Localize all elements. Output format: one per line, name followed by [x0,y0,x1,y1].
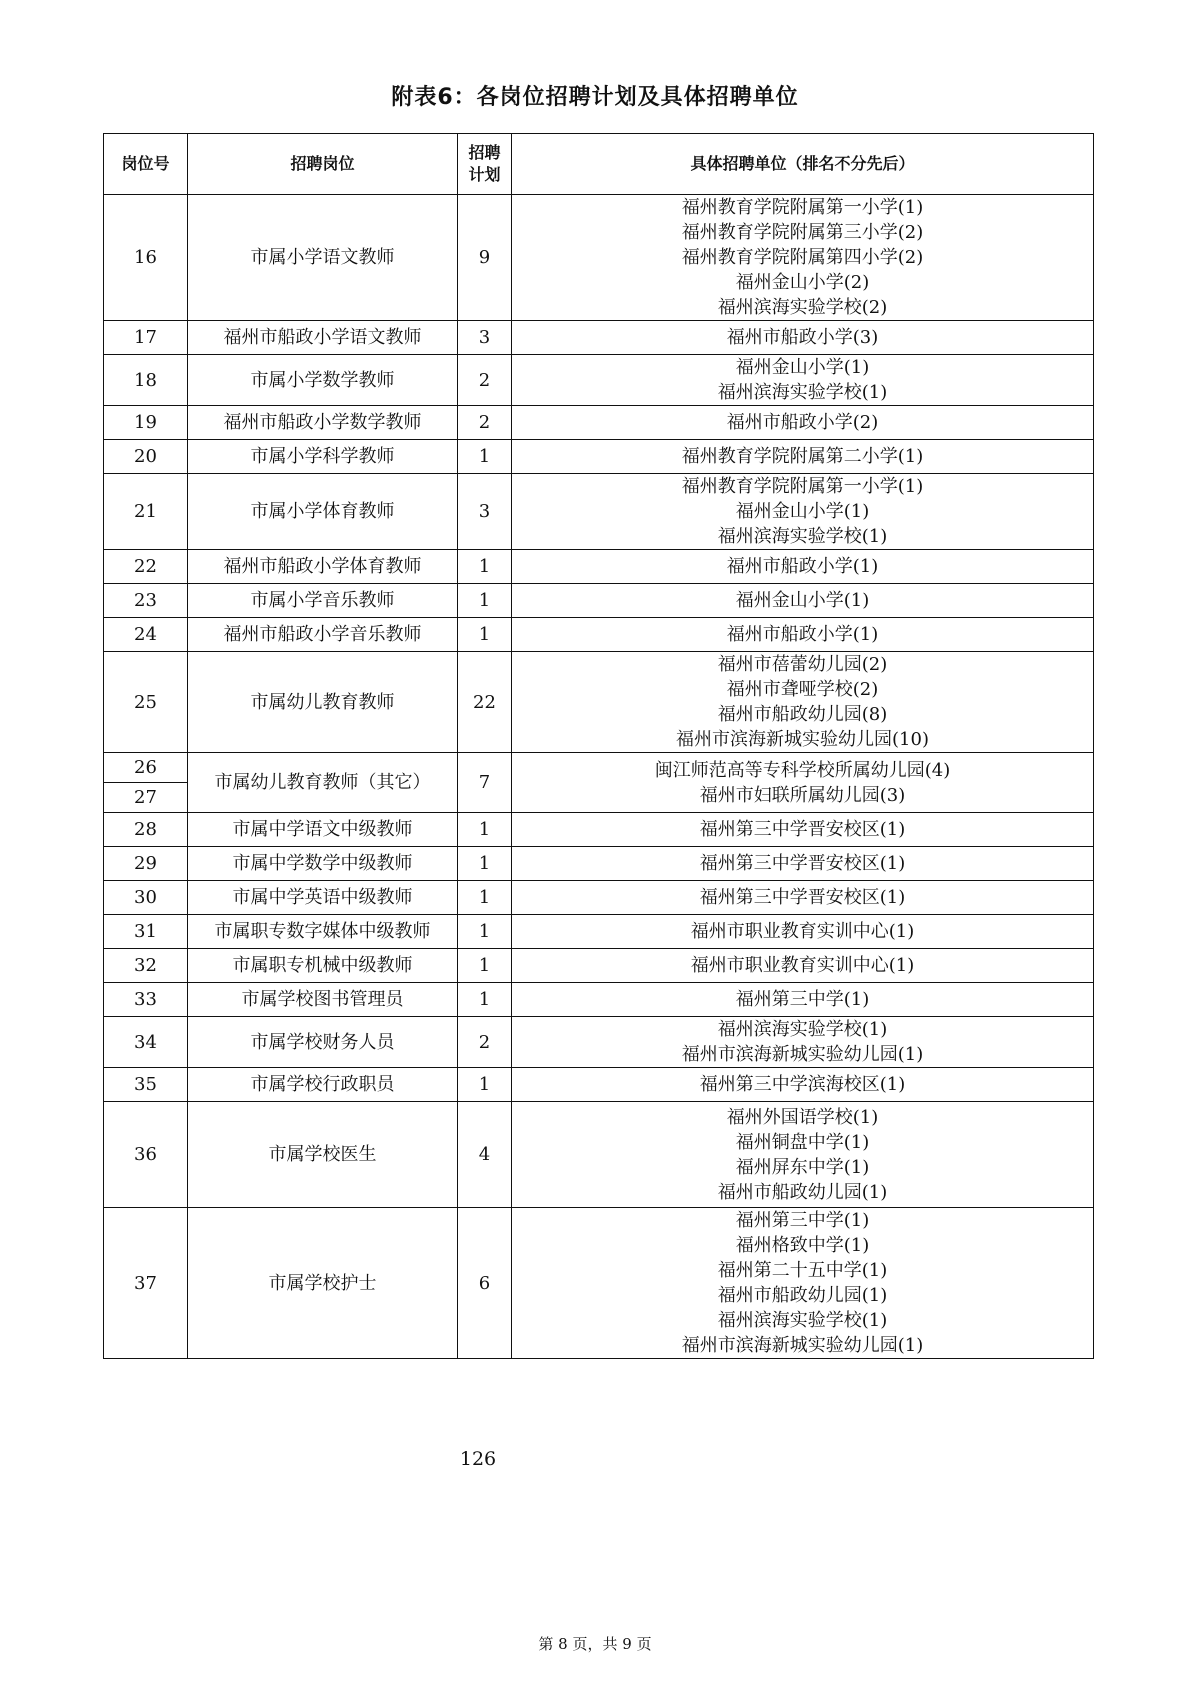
unit-item: 福州教育学院附属第三小学(2) [681,222,924,243]
unit-item: 福州教育学院附属第一小学(1) [681,197,924,218]
units-cell [512,881,1094,915]
unit-item: 福州铜盘中学(1) [735,1131,870,1153]
unit-item: 福州第二十五中学(1) [717,1260,888,1281]
unit-item: 福州滨海实验学校(1) [717,382,888,403]
unit-item: 福州市船政幼儿园(1) [717,1285,888,1306]
plan-cell: 2 [458,406,512,440]
unit-item: 福州滨海实验学校(1) [717,526,888,547]
plan-cell: 1 [458,550,512,584]
post-no-cell: 31 [104,915,188,949]
unit-item: 福州市滨海新城实验幼儿园(1) [681,1044,924,1065]
plan-cell: 1 [458,618,512,652]
unit-item: 福州市聋哑学校(2) [726,679,879,700]
plan-cell: 1 [458,915,512,949]
unit-item: 福州教育学院附属第二小学(1) [681,446,924,467]
header-units: 具体招聘单位（排名不分先后） [512,134,1094,195]
table-row [104,195,1094,321]
table-row [104,652,1094,753]
table-row [104,584,1094,618]
units-cell [512,1017,1094,1068]
plan-cell: 1 [458,813,512,847]
post-no-cell: 35 [104,1068,188,1102]
plan-cell: 1 [458,440,512,474]
plan-cell: 1 [458,584,512,618]
post-cell: 市属小学音乐教师 [188,584,458,618]
post-cell: 市属幼儿教育教师（其它） [188,753,458,813]
table-row [104,1017,1094,1068]
units-cell [512,1068,1094,1102]
post-no-cell: 21 [104,474,188,550]
unit-item: 福州金山小学(1) [735,357,870,378]
post-no-cell: 29 [104,847,188,881]
post-cell: 市属学校财务人员 [188,1017,458,1068]
post-no-cell: 30 [104,881,188,915]
table-row [104,949,1094,983]
units-cell [512,355,1094,406]
units-cell [512,406,1094,440]
post-cell: 市属中学语文中级教师 [188,813,458,847]
table-row [104,813,1094,847]
units-cell [512,618,1094,652]
post-cell: 市属学校图书管理员 [188,983,458,1017]
unit-item: 福州市妇联所属幼儿园(3) [699,784,906,806]
table-row [104,753,1094,783]
plan-cell: 6 [458,1208,512,1359]
unit-item: 福州市船政小学(1) [726,556,879,577]
table-row [104,406,1094,440]
plan-cell: 22 [458,652,512,753]
table-row [104,321,1094,355]
table-row [104,847,1094,881]
units-cell [512,584,1094,618]
units-cell [512,753,1094,813]
unit-item: 福州市职业教育实训中心(1) [690,921,915,942]
units-cell [512,474,1094,550]
post-no-cell: 16 [104,195,188,321]
post-cell: 福州市船政小学音乐教师 [188,618,458,652]
post-cell: 市属中学英语中级教师 [188,881,458,915]
unit-item: 福州滨海实验学校(1) [717,1310,888,1331]
post-cell: 市属中学数学中级教师 [188,847,458,881]
table-row [104,1102,1094,1208]
units-cell [512,440,1094,474]
plan-cell: 1 [458,881,512,915]
post-no-cell: 18 [104,355,188,406]
post-no-cell: 19 [104,406,188,440]
table-row [104,355,1094,406]
post-cell: 市属职专机械中级教师 [188,949,458,983]
plan-cell: 1 [458,949,512,983]
unit-item: 福州屏东中学(1) [735,1156,870,1178]
units-cell [512,847,1094,881]
post-cell: 市属小学数学教师 [188,355,458,406]
post-cell: 市属学校行政职员 [188,1068,458,1102]
unit-item: 福州市职业教育实训中心(1) [690,955,915,976]
table-row [104,1068,1094,1102]
page-title: 附表6：各岗位招聘计划及具体招聘单位 [391,85,799,110]
unit-item: 福州市船政小学(1) [726,624,879,645]
table-row [104,474,1094,550]
post-cell: 福州市船政小学语文教师 [188,321,458,355]
units-cell [512,195,1094,321]
header-post-no: 岗位号 [104,134,188,195]
unit-item: 福州第三中学滨海校区(1) [699,1074,906,1095]
post-no-cell: 36 [104,1102,188,1208]
table-row [104,915,1094,949]
post-cell: 福州市船政小学数学教师 [188,406,458,440]
units-cell [512,983,1094,1017]
post-no-cell: 27 [104,783,188,813]
unit-item: 福州格致中学(1) [735,1235,870,1256]
unit-item: 福州第三中学晋安校区(1) [699,819,906,840]
table-row [104,550,1094,584]
unit-item: 福州市船政小学(2) [726,412,879,433]
post-no-cell: 26 [104,753,188,783]
post-no-cell: 33 [104,983,188,1017]
post-cell: 福州市船政小学体育教师 [188,550,458,584]
unit-item: 福州市船政小学(3) [726,327,879,348]
post-no-cell: 20 [104,440,188,474]
plan-cell: 2 [458,1017,512,1068]
table-row [104,1208,1094,1359]
post-cell: 市属幼儿教育教师 [188,652,458,753]
table-row [104,881,1094,915]
unit-item: 福州金山小学(1) [735,590,870,611]
post-no-cell: 28 [104,813,188,847]
plan-cell: 1 [458,983,512,1017]
units-cell [512,550,1094,584]
page-footer: 第 8 页，共 9 页 [538,1635,652,1653]
post-cell: 市属职专数字媒体中级教师 [188,915,458,949]
unit-item: 福州市蓓蕾幼儿园(2) [717,654,888,675]
header-plan-line1: 招聘 [468,143,501,162]
header-post: 招聘岗位 [188,134,458,195]
unit-item: 福州市船政幼儿园(8) [717,704,888,725]
post-cell: 市属小学体育教师 [188,474,458,550]
unit-item: 闽江师范高等专科学校所属幼儿园(4) [654,759,951,781]
table-row [104,440,1094,474]
unit-item: 福州市滨海新城实验幼儿园(1) [681,1335,924,1356]
table-body [104,195,1094,1359]
plan-cell: 3 [458,321,512,355]
plan-cell: 1 [458,847,512,881]
unit-item: 福州第三中学(1) [735,1210,870,1231]
plan-cell: 7 [458,753,512,813]
plan-cell: 4 [458,1102,512,1208]
post-no-cell: 25 [104,652,188,753]
post-cell: 市属学校护士 [188,1208,458,1359]
unit-item: 福州外国语学校(1) [726,1106,879,1128]
units-cell [512,949,1094,983]
unit-item: 福州教育学院附属第四小学(2) [681,247,924,268]
plan-cell: 9 [458,195,512,321]
table-row [104,983,1094,1017]
units-cell [512,321,1094,355]
units-cell [512,813,1094,847]
unit-item: 福州市滨海新城实验幼儿园(10) [676,729,929,750]
post-no-cell: 17 [104,321,188,355]
table-header-row [104,134,1094,195]
recruitment-table [103,133,1094,1359]
post-no-cell: 37 [104,1208,188,1359]
plan-total: 126 [459,1448,497,1470]
unit-item: 福州第三中学晋安校区(1) [699,853,906,874]
post-cell: 市属小学语文教师 [188,195,458,321]
unit-item: 福州滨海实验学校(2) [717,297,888,318]
post-cell: 市属学校医生 [188,1102,458,1208]
units-cell [512,1208,1094,1359]
plan-cell: 2 [458,355,512,406]
plan-cell: 3 [458,474,512,550]
table-row [104,618,1094,652]
post-no-cell: 24 [104,618,188,652]
unit-item: 福州第三中学(1) [735,989,870,1010]
post-cell: 市属小学科学教师 [188,440,458,474]
units-cell [512,652,1094,753]
unit-item: 福州滨海实验学校(1) [717,1019,888,1040]
unit-item: 福州第三中学晋安校区(1) [699,887,906,908]
header-plan-line2: 计划 [468,165,501,184]
post-no-cell: 22 [104,550,188,584]
unit-item: 福州市船政幼儿园(1) [717,1181,888,1203]
unit-item: 福州教育学院附属第一小学(1) [681,476,924,497]
post-no-cell: 32 [104,949,188,983]
unit-item: 福州金山小学(2) [735,272,870,293]
post-no-cell: 34 [104,1017,188,1068]
units-cell [512,1102,1094,1208]
header-plan [458,134,512,195]
unit-item: 福州金山小学(1) [735,501,870,522]
units-cell [512,915,1094,949]
post-no-cell: 23 [104,584,188,618]
plan-cell: 1 [458,1068,512,1102]
